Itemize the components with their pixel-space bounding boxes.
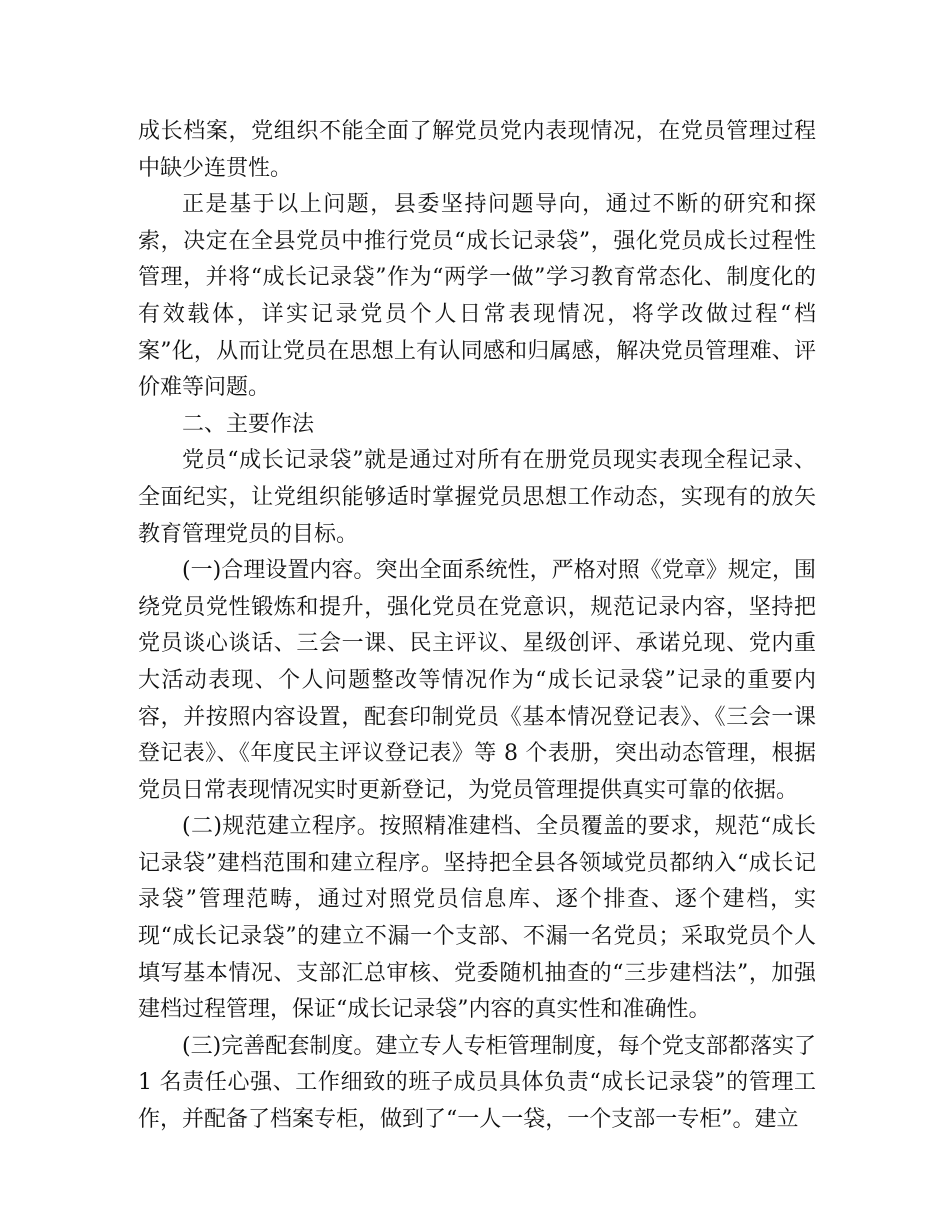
paragraph-item-2: (二)规范建立程序。按照精准建档、全员覆盖的要求，规范“成长记录袋”建档范围和建立程序。坚持把全县各领域党员都纳入“成长记录袋”管理范畴，通过对照党员信息库、逐个排查、逐个建档，实现“成长记录袋”的建立不漏一个支部、不漏一名党员；采取党员个人填写基本情况、支部汇总审核、党委随机抽查的“三步建档法”，加强建档过程管理，保证“成长记录袋”内容的真实性和准确性。 (138, 814, 816, 1023)
paragraph-continuation: 成长档案，党组织不能全面了解党员党内表现情况，在党员管理过程中缺少连贯性。 (138, 119, 816, 181)
paragraph-item-3: (三)完善配套制度。建立专人专柜管理制度，每个党支部都落实了 1 名责任心强、工作细致的班子成员具体负责“成长记录袋”的管理工作，并配备了档案专柜，做到了“一人一袋，一个支部一专柜”。建立 (138, 1033, 816, 1133)
section-heading: 二、主要作法 (182, 411, 315, 437)
document-body (138, 114, 816, 1139)
paragraph-item-1: (一)合理设置内容。突出全面系统性，严格对照《党章》规定，围绕党员党性锻炼和提升，强化党员在党意识，规范记录内容，坚持把党员谈心谈话、三会一课、民主评议、星级创评、承诺兑现、党内重大活动表现、个人问题整改等情况作为“成长记录袋”记录的重要内容，并按照内容设置，配套印制党员《基本情况登记表》、《三会一课登记表》、《年度民主评议登记表》等 8 个表册，突出动态管理，根据党员日常表现情况实时更新登记，为党员管理提供真实可靠的依据。 (138, 558, 816, 803)
paragraph-background: 正是基于以上问题，县委坚持问题导向，通过不断的研究和探索，决定在全县党员中推行党员“成长记录袋”，强化党员成长过程性管理，并将“成长记录袋”作为“两学一做”学习教育常态化、制度化的有效载体，详实记录党员个人日常表现情况，将学改做过程“档案”化，从而让党员在思想上有认同感和归属感，解决党员管理难、评价难等问题。 (138, 192, 816, 401)
paragraph-overview: 党员“成长记录袋”就是通过对所有在册党员现实表现全程记录、全面纪实，让党组织能够适时掌握党员思想工作动态，实现有的放矢教育管理党员的目标。 (138, 448, 816, 547)
